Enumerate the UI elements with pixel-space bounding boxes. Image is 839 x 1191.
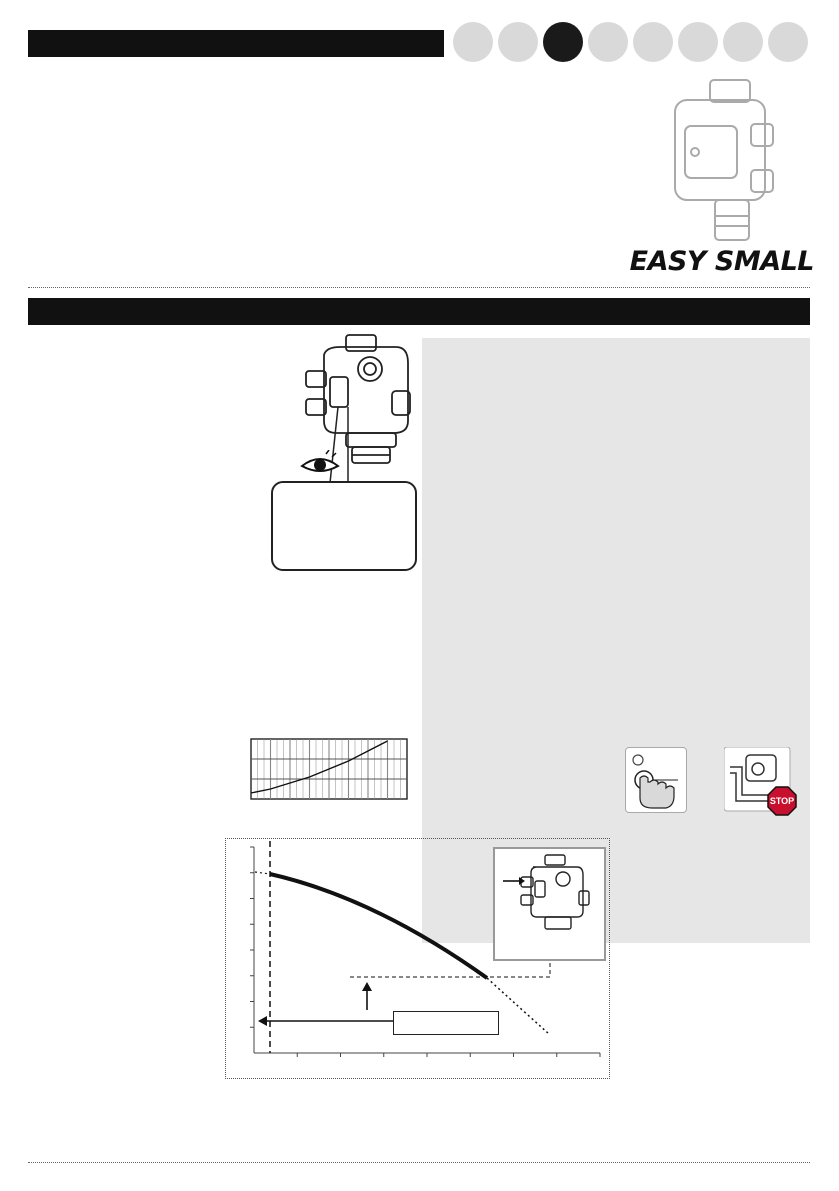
tab-7[interactable] bbox=[723, 22, 763, 62]
tab-4[interactable] bbox=[588, 22, 628, 62]
brand-logo: EASY SMALL bbox=[629, 246, 814, 277]
eye-icon bbox=[300, 450, 340, 476]
threshold-dashed-line bbox=[350, 959, 550, 977]
stop-label: STOP bbox=[769, 796, 795, 806]
tab-1[interactable] bbox=[453, 22, 493, 62]
tab-2[interactable] bbox=[498, 22, 538, 62]
tab-8[interactable] bbox=[768, 22, 808, 62]
divider-bottom bbox=[28, 1162, 810, 1163]
small-chart bbox=[247, 735, 411, 803]
inset-box bbox=[493, 847, 606, 961]
callout-box bbox=[271, 481, 417, 571]
divider-top bbox=[28, 287, 810, 288]
reset-button-icon bbox=[625, 747, 687, 813]
pump-curve-solid bbox=[270, 874, 487, 978]
stop-sign-icon bbox=[724, 747, 804, 823]
pump-curve-dotted-start bbox=[255, 872, 270, 874]
tab-5[interactable] bbox=[633, 22, 673, 62]
left-arrow-head bbox=[258, 1016, 267, 1026]
value-box bbox=[393, 1011, 499, 1035]
section-bar bbox=[28, 298, 810, 325]
tab-3[interactable] bbox=[543, 22, 583, 62]
tab-6[interactable] bbox=[678, 22, 718, 62]
pump-controller-icon bbox=[655, 76, 785, 244]
header-bar bbox=[28, 30, 444, 57]
up-arrow-head bbox=[362, 982, 372, 991]
